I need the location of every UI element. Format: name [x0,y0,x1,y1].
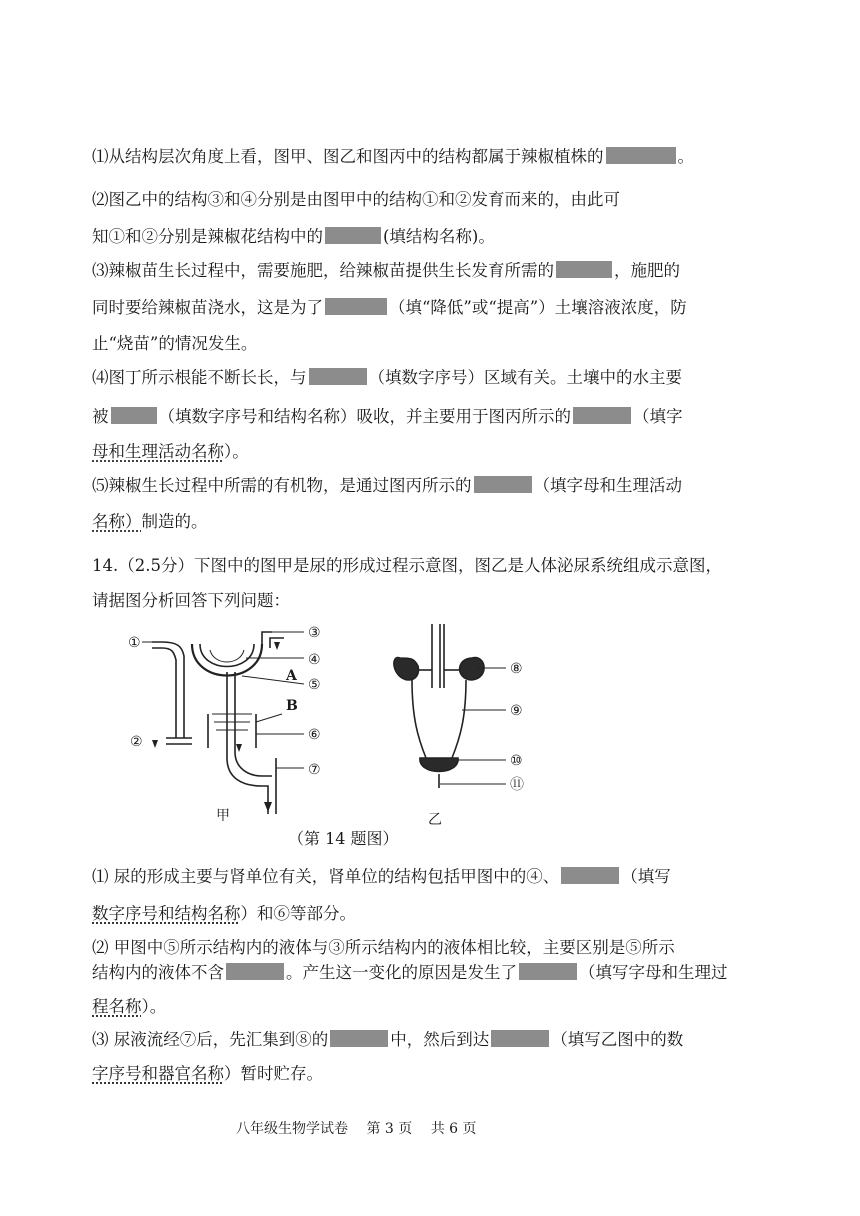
exam-title: 八年级生物学试卷 [236,1121,348,1137]
q14-sub2-line3: 程名称）。 [92,997,167,1016]
answer-blank [491,1030,549,1047]
q13-part3-line1: ⑶辣椒苗生长过程中，需要施肥，给辣椒苗提供生长发育所需的 ，施肥的 [92,261,680,280]
answer-blank [561,867,619,884]
q14-intro-line2: 请据图分析回答下列问题： [92,591,290,610]
label-A: A [286,668,297,684]
q13-part4-line2: 被 （填数字序号和结构名称）吸收，并主要用于图丙所示的 （填字 [92,407,683,426]
label-11: ⑪ [510,777,524,793]
label-4: ④ [308,652,321,668]
figure-labels [128,625,524,828]
q13-part5-line2: 名称）制造的。 [92,512,208,531]
label-7: ⑦ [308,762,321,778]
answer-blank [226,963,284,980]
q14-sub3-line2: 字序号和器官名称）暂时贮存。 [92,1064,323,1083]
q14-intro-line1: 14.（2.5分）下图中的图甲是尿的形成过程示意图，图乙是人体泌尿系统组成示意图， [92,556,722,575]
q13-part2-line2: 知①和②分别是辣椒花结构中的 (填结构名称)。 [92,227,495,246]
q13-part3-line3: 止“烧苗”的情况发生。 [92,334,258,353]
answer-blank [325,298,387,315]
q14-sub1-line2: 数字序号和结构名称）和⑥等部分。 [92,904,356,923]
answer-blank [309,368,367,385]
answer-blank [325,227,381,244]
q14-sub3-line1: ⑶ 尿液流经⑦后，先汇集到⑧的 中，然后到达 （填写乙图中的数 [92,1030,684,1049]
q13-part4-line3: 母和生理活动名称）。 [92,442,249,461]
page-number: 第 3 页 [366,1121,413,1137]
answer-blank [573,407,631,424]
q14-figure [122,618,552,838]
answer-blank [519,963,577,980]
q14-sub1-line1: ⑴ 尿的形成主要与肾单位有关，肾单位的结构包括甲图中的④、 （填写 [92,867,671,886]
q13-part1: ⑴从结构层次角度上看，图甲、图乙和图丙中的结构都属于辣椒植株的 。 [92,147,694,166]
label-9: ⑨ [510,703,523,719]
label-yi: 乙 [428,812,442,828]
q13-part5-line1: ⑸辣椒生长过程中所需的有机物，是通过图丙所示的 （填字母和生理活动 [92,476,682,495]
label-5: ⑤ [308,677,321,693]
page-total: 共 6 页 [430,1121,477,1137]
label-2: ② [130,734,143,750]
label-3: ③ [308,625,321,641]
answer-blank [330,1030,388,1047]
label-1: ① [128,635,141,651]
q13-part2-line1: ⑵图乙中的结构③和④分别是由图甲中的结构①和②发育而来的，由此可 [92,190,620,209]
label-10: ⑩ [510,753,523,769]
answer-blank [556,261,612,278]
label-6: ⑥ [308,727,321,743]
page-footer [236,1118,491,1138]
nephron-diagram [142,632,304,814]
label-jia: 甲 [216,808,230,824]
answer-blank [474,476,532,493]
q14-sub2-line1: ⑵ 甲图中⑤所示结构内的液体与③所示结构内的液体相比较，主要区别是⑤所示 [92,938,675,957]
q13-part3-line2: 同时要给辣椒苗浇水，这是为了 （填“降低”或“提高”）土壤溶液浓度，防 [92,298,687,317]
q14-sub2-line2: 结构内的液体不含 。产生这一变化的原因是发生了 （填写字母和生理过 [92,963,728,982]
figure-caption: （第 14 题图） [288,829,399,848]
q13-part4-line1: ⑷图丁所示根能不断长长，与 （填数字序号）区域有关。土壤中的水主要 [92,368,682,387]
urinary-system-diagram [394,624,506,788]
label-8: ⑧ [510,661,523,677]
answer-blank [111,407,157,424]
label-B: B [286,698,298,714]
answer-blank [606,147,676,164]
